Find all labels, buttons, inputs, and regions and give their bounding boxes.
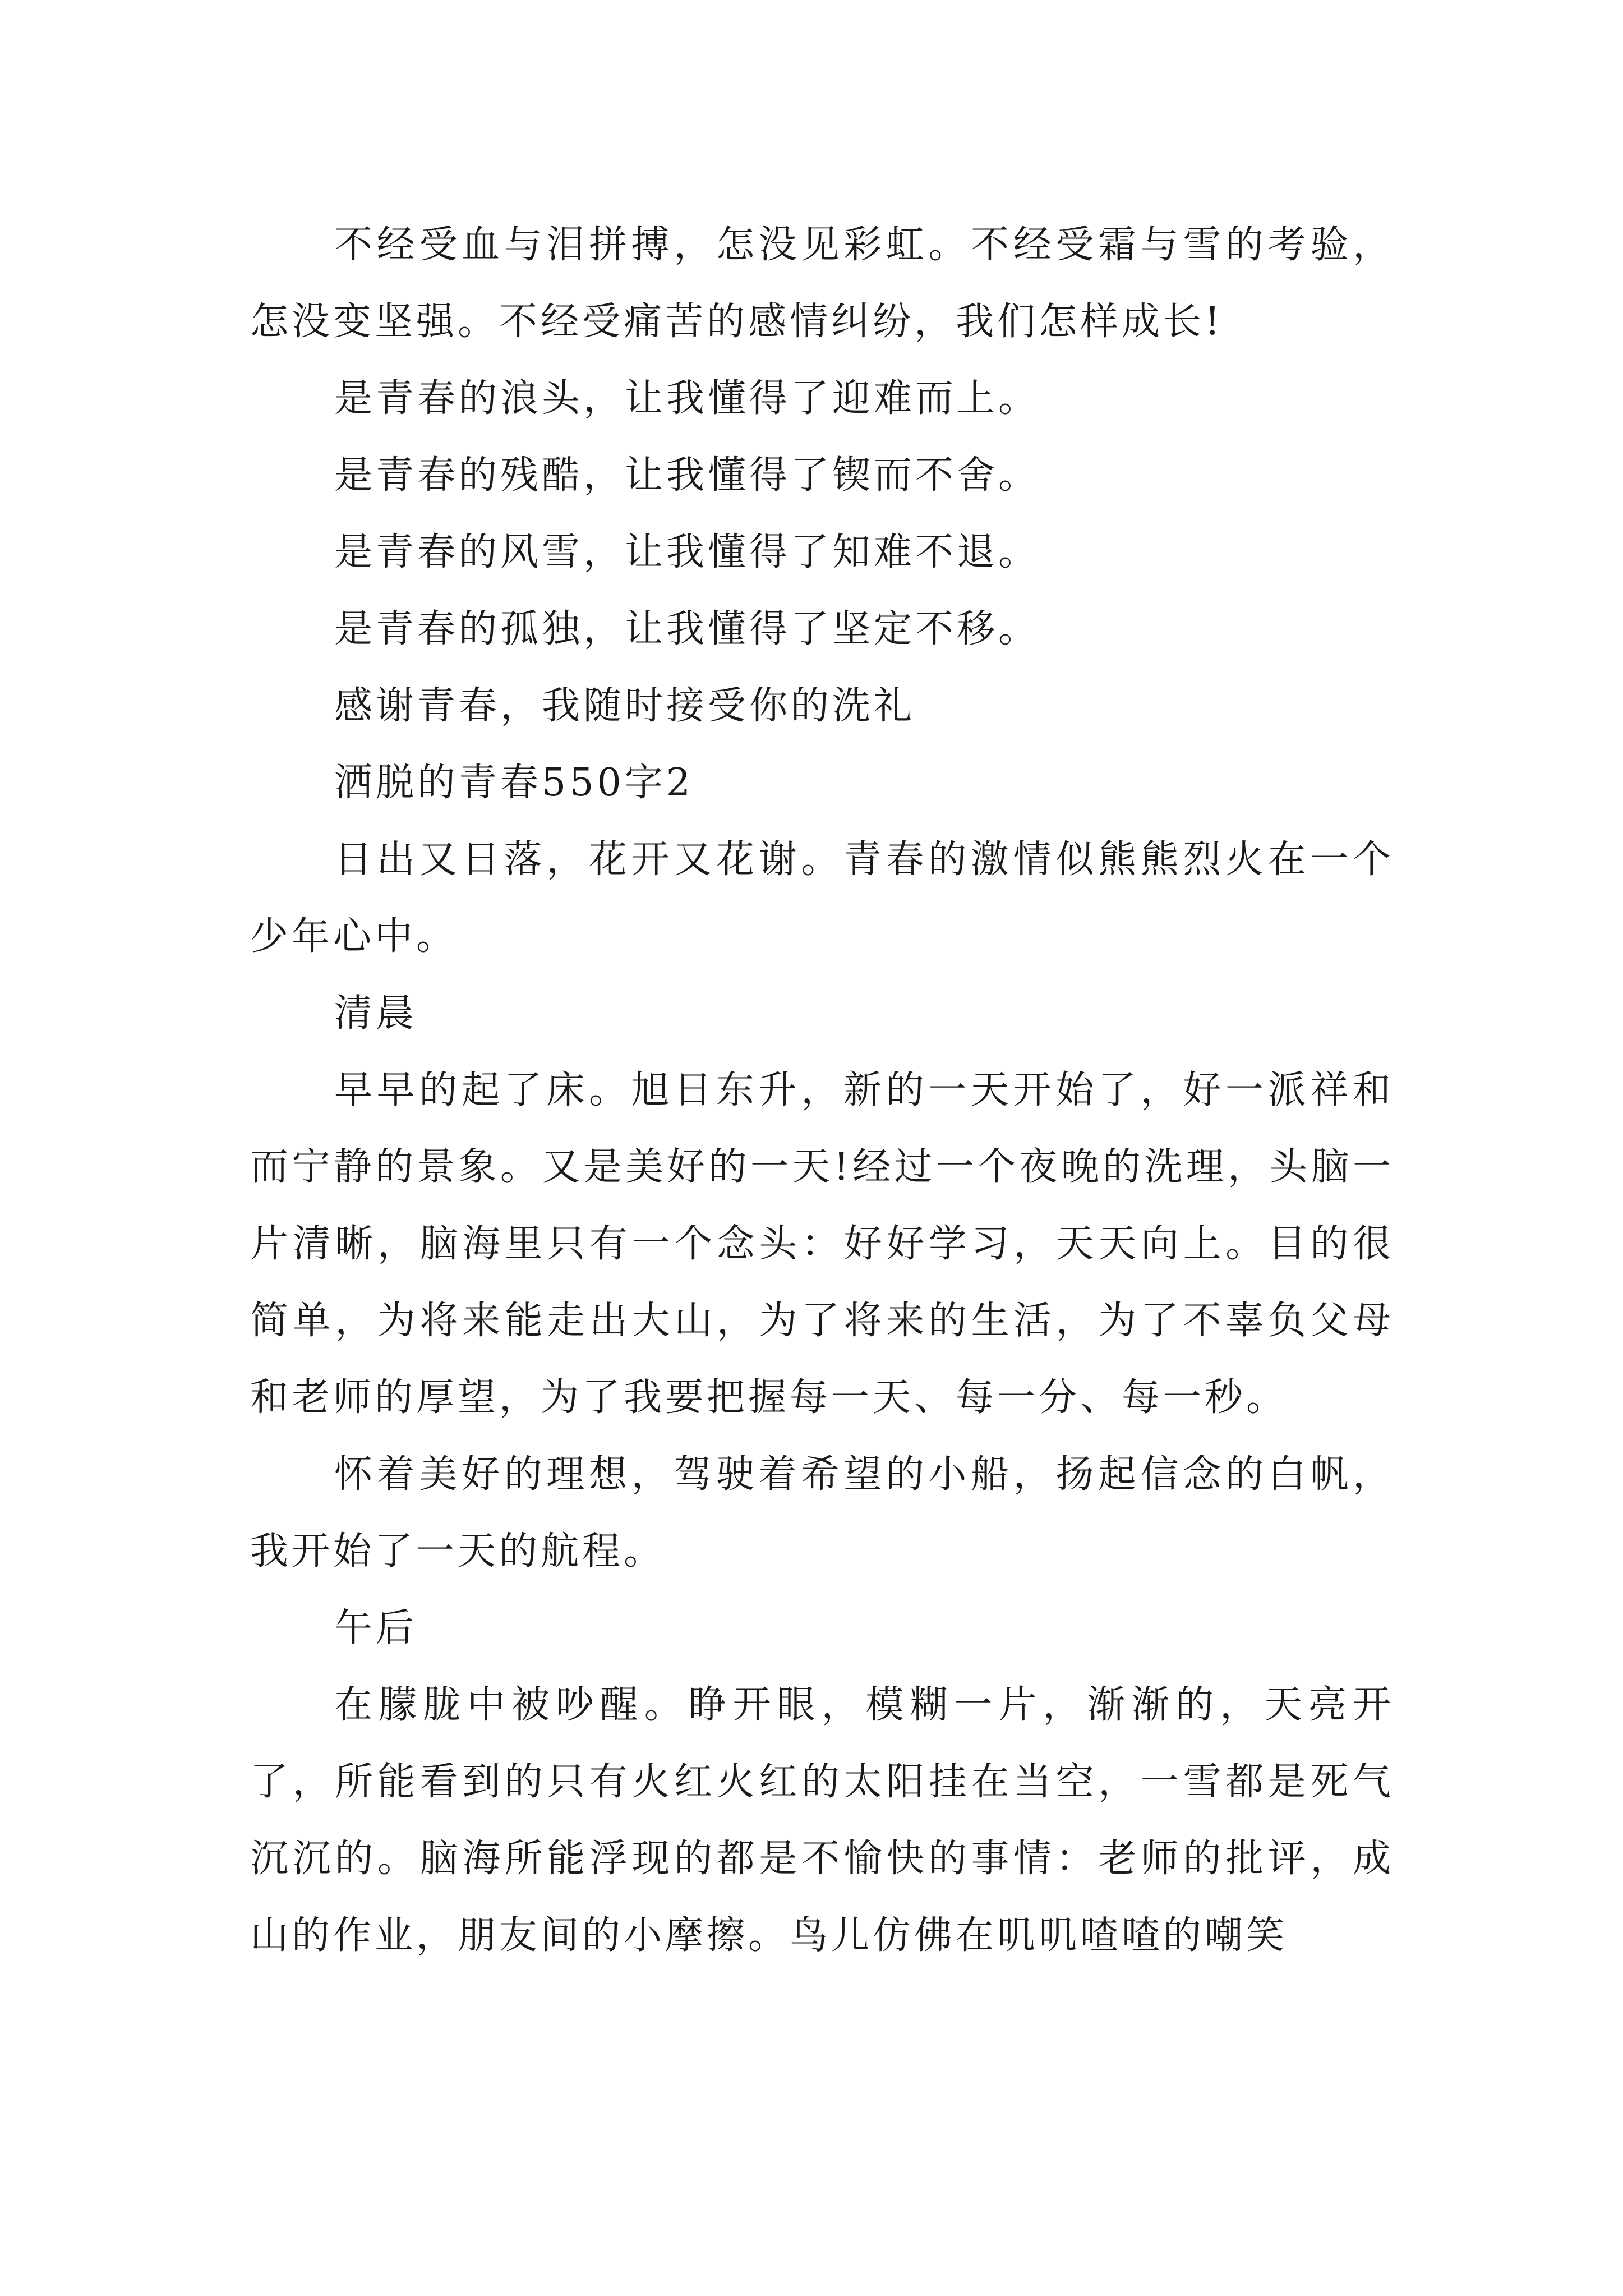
- subheading: 清晨: [334, 991, 418, 1036]
- subheading: 午后: [334, 1606, 418, 1650]
- section-title: 洒脱的青春550字2: [334, 761, 694, 805]
- document-body: [250, 206, 1394, 1974]
- paragraph: 日出又日落，花开又花谢。青春的激情似熊熊烈火在一个少年心中。: [250, 838, 1394, 959]
- paragraph: 早早的起了床。旭日东升，新的一天开始了，好一派祥和而宁静的景象。又是美好的一天!经过一个夜晚的洗理，头脑一片清晰，脑海里只有一个念头：好好学习，天天向上。目的很简单，为将来能走出大山，为了将来的生活，为了不辜负父母和老师的厚望，为了我要把握每一天、每一分、每一秒。: [250, 1068, 1394, 1420]
- paragraph: 是青春的风雪，让我懂得了知难不退。: [334, 530, 1040, 574]
- paragraph: 不经受血与泪拼搏，怎没见彩虹。不经受霜与雪的考验，怎没变坚强。不经受痛苦的感情纠纷，我们怎样成长!: [250, 223, 1394, 344]
- paragraph: 是青春的浪头，让我懂得了迎难而上。: [334, 376, 1040, 421]
- paragraph: 感谢青春，我随时接受你的洗礼: [334, 684, 916, 728]
- paragraph: 在朦胧中被吵醒。睁开眼，模糊一片，渐渐的，天亮开了，所能看到的只有火红火红的太阳挂在当空，一雪都是死气沉沉的。脑海所能浮现的都是不愉快的事情：老师的批评，成山的作业，朋友间的小摩擦。鸟儿仿佛在叽叽喳喳的嘲笑: [250, 1683, 1394, 1958]
- paragraph: 是青春的残酷，让我懂得了锲而不舍。: [334, 453, 1040, 498]
- paragraph: 是青春的孤独，让我懂得了坚定不移。: [334, 607, 1040, 651]
- paragraph: 怀着美好的理想，驾驶着希望的小船，扬起信念的白帆，我开始了一天的航程。: [250, 1452, 1394, 1573]
